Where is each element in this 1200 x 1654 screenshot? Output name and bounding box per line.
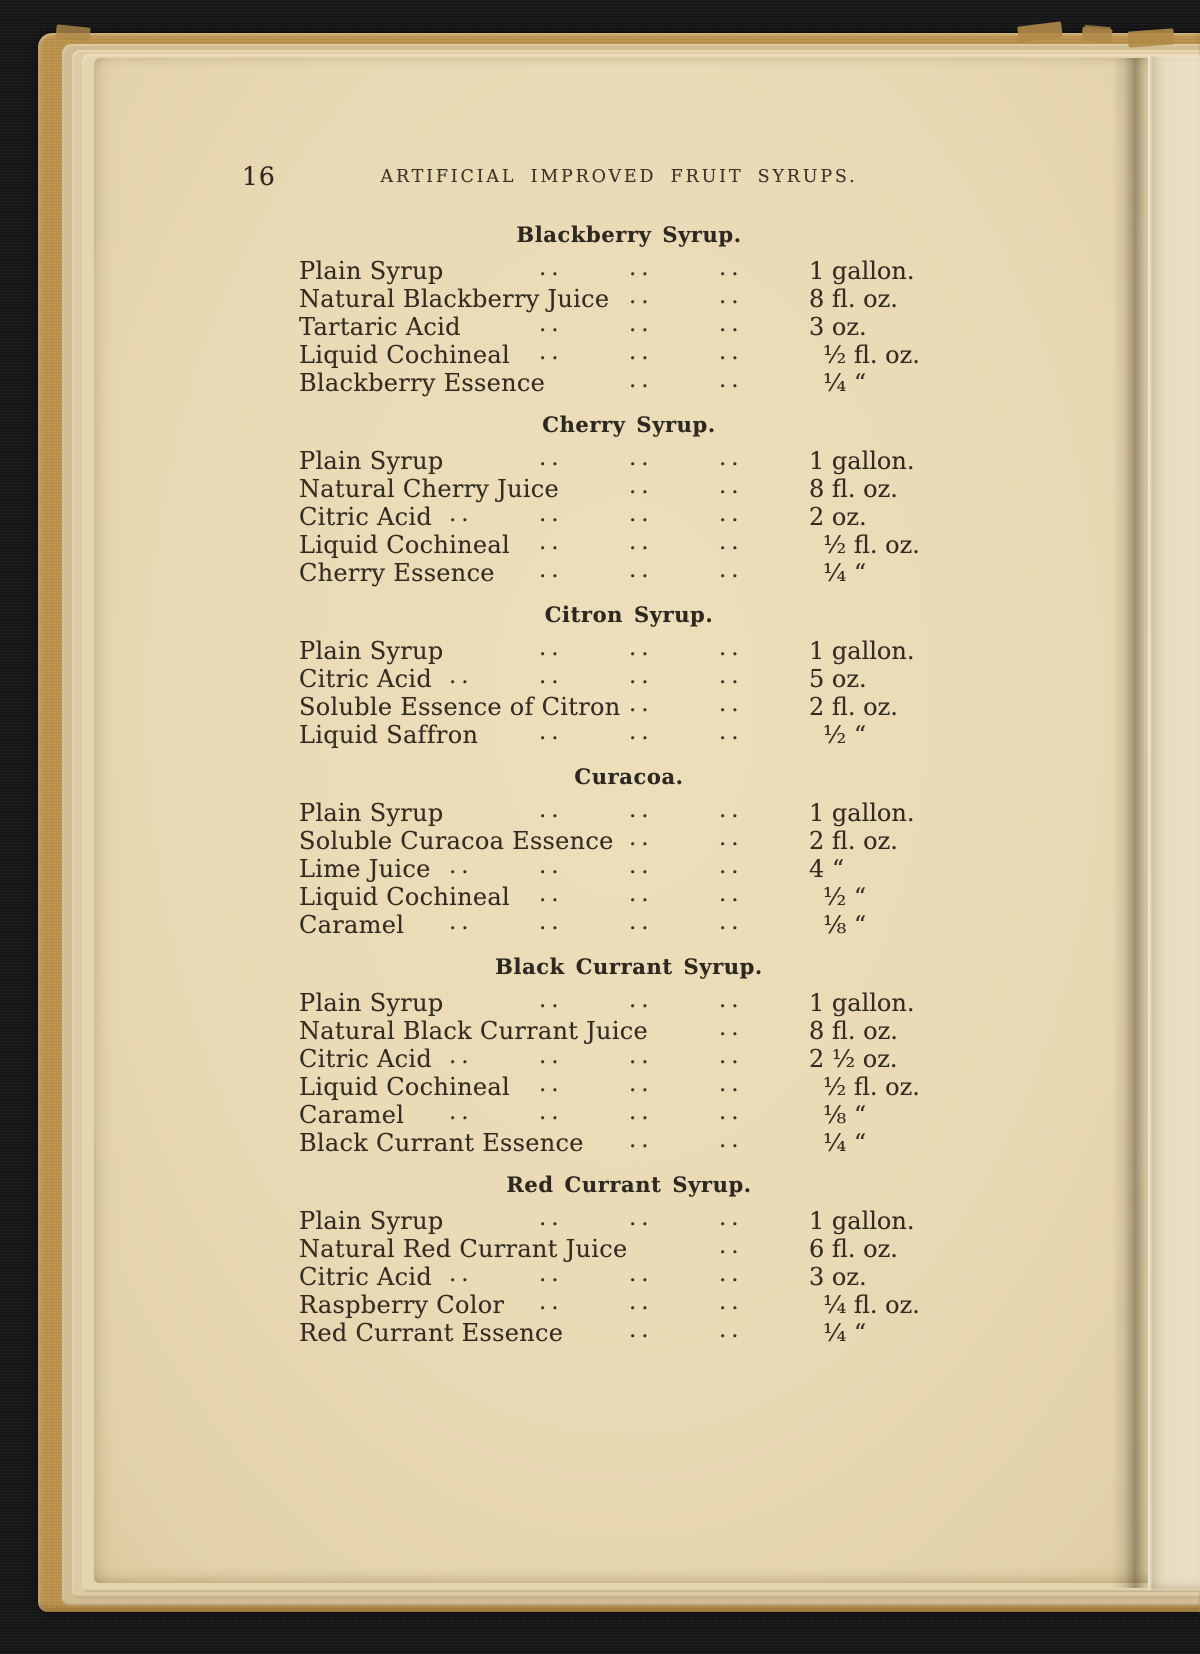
leader-dots: .. [719, 663, 744, 689]
section-title: Blackberry Syrup. [516, 222, 742, 247]
leader-dots: .. [719, 473, 744, 499]
leader-dots: .. [449, 909, 474, 935]
quantity: ¼ “ [823, 369, 867, 397]
ingredient-name: Citric Acid [299, 1263, 433, 1291]
leader-dots: .. [719, 691, 744, 717]
quantity: ¼ “ [823, 1319, 867, 1347]
leader-dots: .. [629, 311, 654, 337]
leader-dots: .. [629, 719, 654, 745]
leader-dots: .. [539, 797, 564, 823]
leader-dots: .. [719, 1289, 744, 1315]
section-title: Black Currant Syrup. [495, 954, 763, 979]
leader-dots: .. [629, 1099, 654, 1125]
ingredient-name: Natural Cherry Juice [299, 475, 560, 503]
quantity: ¼ “ [823, 1129, 867, 1157]
leader-dots: .. [719, 1043, 744, 1069]
leader-dots: .. [539, 909, 564, 935]
leader-dots: .. [629, 557, 654, 583]
leader-dots: .. [449, 501, 474, 527]
leader-dots: .. [719, 255, 744, 281]
leader-dots: .. [539, 881, 564, 907]
ingredient-row [299, 911, 959, 939]
quantity: 3 oz. [809, 1263, 867, 1291]
ingredient-row [299, 1101, 959, 1129]
quantity: ⅛ “ [823, 911, 867, 939]
quantity: ½ “ [823, 721, 867, 749]
book-page [94, 58, 1200, 1583]
leader-dots: .. [629, 1127, 654, 1153]
leader-dots: .. [629, 691, 654, 717]
ingredient-name: Cherry Essence [299, 559, 495, 587]
leader-dots: .. [719, 1205, 744, 1231]
leader-dots: .. [539, 1289, 564, 1315]
quantity: ¼ fl. oz. [823, 1291, 920, 1319]
ingredient-row [299, 341, 959, 369]
ingredient-name: Natural Black Currant Juice [299, 1017, 649, 1045]
leader-dots: .. [539, 663, 564, 689]
leader-dots: .. [719, 1099, 744, 1125]
quantity: 8 fl. oz. [809, 475, 898, 503]
ingredient-row [299, 313, 959, 341]
ingredient-row [299, 503, 959, 531]
ingredient-row [299, 1045, 959, 1073]
leader-dots: .. [629, 825, 654, 851]
ingredient-row [299, 1319, 959, 1347]
leader-dots: .. [719, 797, 744, 823]
leader-dots: .. [539, 1099, 564, 1125]
leader-dots: .. [539, 1261, 564, 1287]
quantity: 6 fl. oz. [809, 1235, 898, 1263]
ingredient-row [299, 257, 959, 285]
ingredient-name: Citric Acid [299, 503, 433, 531]
section-title: Red Currant Syrup. [506, 1172, 752, 1197]
quantity: 1 gallon. [809, 799, 915, 827]
leader-dots: .. [629, 853, 654, 879]
leader-dots: .. [449, 663, 474, 689]
leader-dots: .. [719, 283, 744, 309]
ingredient-name: Liquid Cochineal [299, 1073, 510, 1101]
section-title: Cherry Syrup. [542, 412, 716, 437]
quantity: ½ “ [823, 883, 867, 911]
quantity: ⅛ “ [823, 1101, 867, 1129]
ingredient-name: Liquid Cochineal [299, 531, 510, 559]
quantity: 4 “ [809, 855, 845, 883]
ingredient-row [299, 693, 959, 721]
ingredient-row [299, 1207, 959, 1235]
running-header: ARTIFICIAL IMPROVED FRUIT SYRUPS. [380, 167, 858, 187]
ingredient-name: Plain Syrup [299, 1207, 444, 1235]
leader-dots: .. [719, 501, 744, 527]
ingredient-row [299, 447, 959, 475]
quantity: 8 fl. oz. [809, 1017, 898, 1045]
leader-dots: .. [449, 853, 474, 879]
leader-dots: .. [539, 719, 564, 745]
quantity: 2 fl. oz. [809, 693, 898, 721]
leader-dots: .. [629, 1071, 654, 1097]
ingredient-row [299, 1235, 959, 1263]
quantity: 3 oz. [809, 313, 867, 341]
ingredient-row [299, 827, 959, 855]
leader-dots: .. [629, 283, 654, 309]
quantity: 5 oz. [809, 665, 867, 693]
ingredient-name: Lime Juice [299, 855, 431, 883]
frayed-cloth-tuft [1127, 28, 1174, 47]
leader-dots: .. [719, 719, 744, 745]
leader-dots: .. [719, 1071, 744, 1097]
leader-dots: .. [719, 1261, 744, 1287]
ingredient-row [299, 1017, 959, 1045]
quantity: ½ fl. oz. [823, 531, 920, 559]
leader-dots: .. [629, 501, 654, 527]
ingredient-name: Citric Acid [299, 1045, 433, 1073]
leader-dots: .. [629, 1289, 654, 1315]
leader-dots: .. [719, 853, 744, 879]
ingredient-row [299, 855, 959, 883]
quantity: 1 gallon. [809, 447, 915, 475]
leader-dots: .. [719, 1317, 744, 1343]
section-title: Curacoa. [574, 764, 684, 789]
ingredient-row [299, 559, 959, 587]
quantity: ½ fl. oz. [823, 1073, 920, 1101]
ingredient-name: Soluble Curacoa Essence [299, 827, 614, 855]
quantity: ½ fl. oz. [823, 341, 920, 369]
ingredient-row [299, 531, 959, 559]
leader-dots: .. [629, 1205, 654, 1231]
ingredient-name: Caramel [299, 1101, 405, 1129]
ingredient-row [299, 1291, 959, 1319]
ingredient-name: Natural Red Currant Juice [299, 1235, 628, 1263]
ingredient-name: Plain Syrup [299, 989, 444, 1017]
ingredient-row [299, 369, 959, 397]
leader-dots: .. [539, 557, 564, 583]
frayed-cloth-tuft [1081, 27, 1112, 44]
ingredient-row [299, 721, 959, 749]
section-title: Citron Syrup. [544, 602, 714, 627]
quantity: 2 oz. [809, 503, 867, 531]
ingredient-name: Plain Syrup [299, 447, 444, 475]
leader-dots: .. [629, 663, 654, 689]
leader-dots: .. [539, 1043, 564, 1069]
leader-dots: .. [629, 635, 654, 661]
leader-dots: .. [629, 255, 654, 281]
leader-dots: .. [449, 1043, 474, 1069]
leader-dots: .. [719, 987, 744, 1013]
ingredient-name: Caramel [299, 911, 405, 939]
ingredient-row [299, 883, 959, 911]
leader-dots: .. [449, 1099, 474, 1125]
leader-dots: .. [719, 825, 744, 851]
leader-dots: .. [719, 529, 744, 555]
quantity: 2 fl. oz. [809, 827, 898, 855]
leader-dots: .. [629, 445, 654, 471]
leader-dots: .. [539, 1071, 564, 1097]
leader-dots: .. [629, 881, 654, 907]
leader-dots: .. [719, 635, 744, 661]
quantity: ¼ “ [823, 559, 867, 587]
leader-dots: .. [539, 311, 564, 337]
leader-dots: .. [539, 501, 564, 527]
leader-dots: .. [629, 1261, 654, 1287]
leader-dots: .. [719, 1015, 744, 1041]
leader-dots: .. [539, 255, 564, 281]
ingredient-row [299, 989, 959, 1017]
ingredient-name: Soluble Essence of Citron [299, 693, 621, 721]
leader-dots: .. [629, 987, 654, 1013]
leader-dots: .. [539, 339, 564, 365]
leader-dots: .. [629, 473, 654, 499]
ingredient-name: Liquid Cochineal [299, 341, 510, 369]
ingredient-name: Black Currant Essence [299, 1129, 584, 1157]
ingredient-name: Plain Syrup [299, 637, 444, 665]
leader-dots: .. [629, 1043, 654, 1069]
leader-dots: .. [629, 797, 654, 823]
ingredient-name: Red Currant Essence [299, 1319, 564, 1347]
leader-dots: .. [539, 445, 564, 471]
next-page-edge [1148, 56, 1200, 1590]
leader-dots: .. [719, 339, 744, 365]
ingredient-name: Tartaric Acid [299, 313, 461, 341]
page-number: 16 [242, 162, 276, 191]
ingredient-name: Liquid Saffron [299, 721, 479, 749]
leader-dots: .. [539, 987, 564, 1013]
leader-dots: .. [719, 1233, 744, 1259]
ingredient-name: Citric Acid [299, 665, 433, 693]
ingredient-name: Raspberry Color [299, 1291, 505, 1319]
quantity: 1 gallon. [809, 637, 915, 665]
ingredient-row [299, 475, 959, 503]
leader-dots: .. [539, 853, 564, 879]
leader-dots: .. [629, 909, 654, 935]
leader-dots: .. [719, 445, 744, 471]
leader-dots: .. [449, 1261, 474, 1287]
leader-dots: .. [539, 635, 564, 661]
ingredient-row [299, 285, 959, 313]
ingredient-row [299, 1129, 959, 1157]
leader-dots: .. [629, 529, 654, 555]
leader-dots: .. [629, 367, 654, 393]
leader-dots: .. [539, 1205, 564, 1231]
ingredient-name: Liquid Cochineal [299, 883, 510, 911]
leader-dots: .. [719, 1127, 744, 1153]
ingredient-name: Plain Syrup [299, 257, 444, 285]
leader-dots: .. [719, 311, 744, 337]
leader-dots: .. [629, 339, 654, 365]
ingredient-name: Blackberry Essence [299, 369, 546, 397]
ingredient-row [299, 799, 959, 827]
leader-dots: .. [719, 909, 744, 935]
ingredient-row [299, 665, 959, 693]
quantity: 1 gallon. [809, 1207, 915, 1235]
quantity: 1 gallon. [809, 989, 915, 1017]
recipe-sections [299, 207, 959, 1347]
leader-dots: .. [629, 1317, 654, 1343]
leader-dots: .. [719, 881, 744, 907]
ingredient-row [299, 1263, 959, 1291]
ingredient-name: Plain Syrup [299, 799, 444, 827]
quantity: 8 fl. oz. [809, 285, 898, 313]
ingredient-row [299, 637, 959, 665]
quantity: 1 gallon. [809, 257, 915, 285]
leader-dots: .. [719, 367, 744, 393]
ingredient-row [299, 1073, 959, 1101]
leader-dots: .. [719, 557, 744, 583]
ingredient-name: Natural Blackberry Juice [299, 285, 610, 313]
quantity: 2 ½ oz. [809, 1045, 898, 1073]
leader-dots: .. [539, 529, 564, 555]
